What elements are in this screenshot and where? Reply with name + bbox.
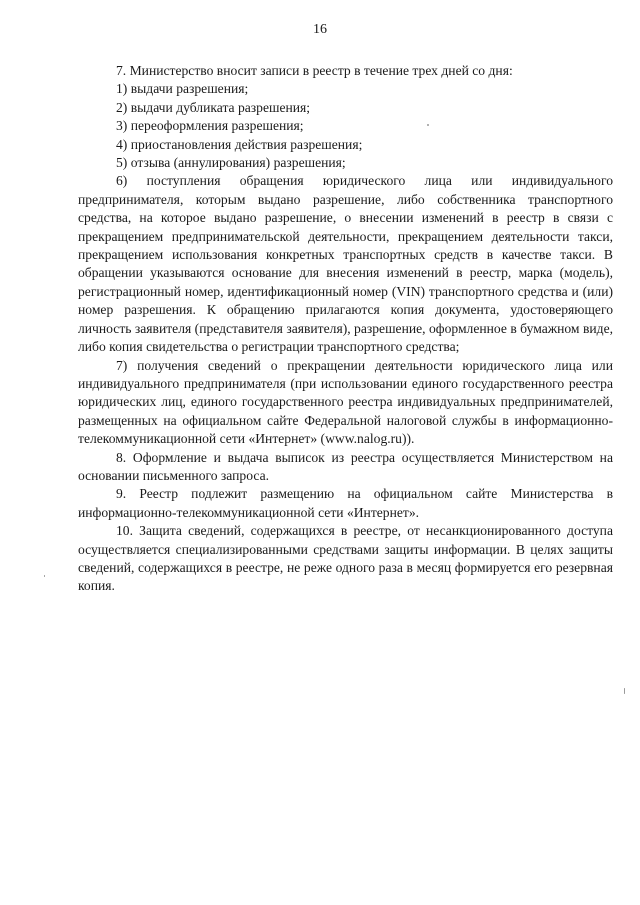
list-item-5: 5) отзыва (аннулирования) разрешения; (116, 155, 346, 171)
clause-10: 10. Защита сведений, содержащихся в реестре, от несанкционированного доступа осуществляется специализированными средствами защиты информации. В целях защиты сведений, содержащихся в реестре, не реже одного раза в месяц формируется его резервная копия. (78, 523, 613, 594)
scan-speck (624, 688, 625, 694)
scan-speck (44, 575, 45, 577)
scan-speck (427, 124, 429, 126)
list-item-2: 2) выдачи дубликата разрешения; (116, 99, 311, 115)
list-item-7: 7) получения сведений о прекращении деятельности юридического лица или индивидуального предпринимателя (при использовании единого государственного реестра юридических лиц, единого государственного реестра индивидуальных предпринимателей, размещенных на официальном сайте Федеральной налоговой службы в информационно-телекоммуникационной сети «Интернет» (www.nalog.ru)). (78, 357, 613, 447)
list-item-1: 1) выдачи разрешения; (116, 81, 249, 97)
clause-8: 8. Оформление и выдача выписок из реестра осуществляется Министерством на основании письменного запроса. (78, 449, 613, 483)
document-body (78, 62, 613, 596)
clause-7-intro: 7. Министерство вносит записи в реестр в течение трех дней со дня: (116, 63, 513, 78)
list-item-3: 3) переоформления разрешения; (116, 118, 304, 134)
list-item-4: 4) приостановления действия разрешения; (116, 136, 363, 152)
list-item-6: 6) поступления обращения юридического лица или индивидуального предпринимателя, которым выдано разрешение, либо собственника транспортного средства, на которое выдано разрешение, о внесении изменений в реестр в связи с прекращением предпринимательской деятельности, прекращением деятельности такси, прекращением использования конкретных транспортных средств в качестве такси. В обращении указываются основание для внесения изменений в реестр, марка (модель), регистрационный номер, идентификационный номер (VIN) транспортного средства и (или) номер разрешения. К обращению прилагаются копия документа, удостоверяющего личность заявителя (представителя заявителя), разрешение, оформленное в бумажном виде, либо копия свидетельства о регистрации транспортного средства; (78, 173, 613, 355)
page-number: 16 (313, 22, 327, 37)
clause-9: 9. Реестр подлежит размещению на официальном сайте Министерства в информационно-телекоммуникационной сети «Интернет». (78, 486, 613, 520)
